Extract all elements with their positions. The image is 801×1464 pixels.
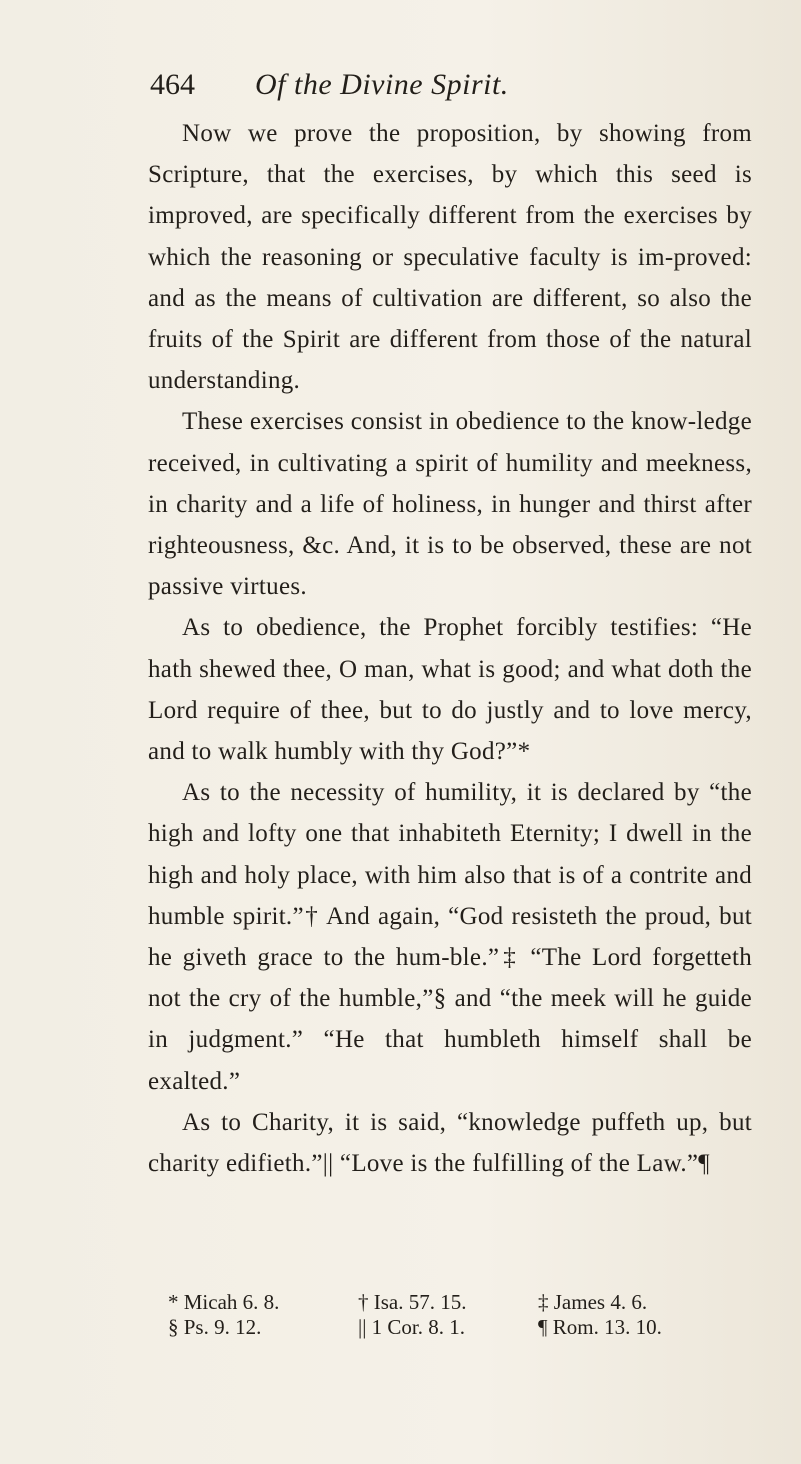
footnote-row [168, 1315, 758, 1340]
footnote: ‡ James 4. 6. [538, 1290, 648, 1314]
footnote: ¶ Rom. 13. 10. [538, 1315, 662, 1339]
footnote: || 1 Cor. 8. 1. [358, 1315, 465, 1339]
running-title: Of the Divine Spirit. [255, 68, 509, 101]
page-header [150, 68, 710, 102]
body-text [148, 113, 752, 1184]
paragraph: These exercises consist in obedience to the know-ledge received, in cultivating a spirit of humility and meekness, in charity and a life of holiness, in hunger and thirst after righteousness, &c. And, it is to be observed, these are not passive virtues. [148, 408, 752, 601]
page-number: 464 [150, 68, 195, 101]
footnote: † Isa. 57. 15. [358, 1290, 467, 1314]
paragraph: As to Charity, it is said, “knowledge puffeth up, but charity edifieth.”|| “Love is the fulfilling of the Law.”¶ [148, 1108, 752, 1178]
paragraph: As to obedience, the Prophet forcibly testifies: “He hath shewed thee, O man, what is good; and what doth the Lord require of thee, but to do justly and to love mercy, and to walk humbly with thy God?”* [148, 614, 752, 766]
footnote-row [168, 1290, 758, 1315]
paragraph: As to the necessity of humility, it is declared by “the high and lofty one that inhabiteth Eternity; I dwell in the high and holy place, with him also that is of a contrite and humble spirit.”† And again, “God resisteth the proud, but he giveth grace to the hum-ble.”‡ “The Lord forgetteth not the cry of the humble,”§ and “the meek will he guide in judgment.” “He that humbleth himself shall be exalted.” [148, 779, 752, 1095]
footnote: § Ps. 9. 12. [168, 1315, 262, 1339]
footnote: * Micah 6. 8. [168, 1290, 280, 1314]
paragraph: Now we prove the proposition, by showing from Scripture, that the exercises, by which this seed is improved, are specifically different from the exercises by which the reasoning or speculative faculty is im-proved: and as the means of cultivation are different, so also the fruits of the Spirit are different from those of the natural understanding. [148, 120, 752, 395]
footnotes [168, 1290, 758, 1340]
